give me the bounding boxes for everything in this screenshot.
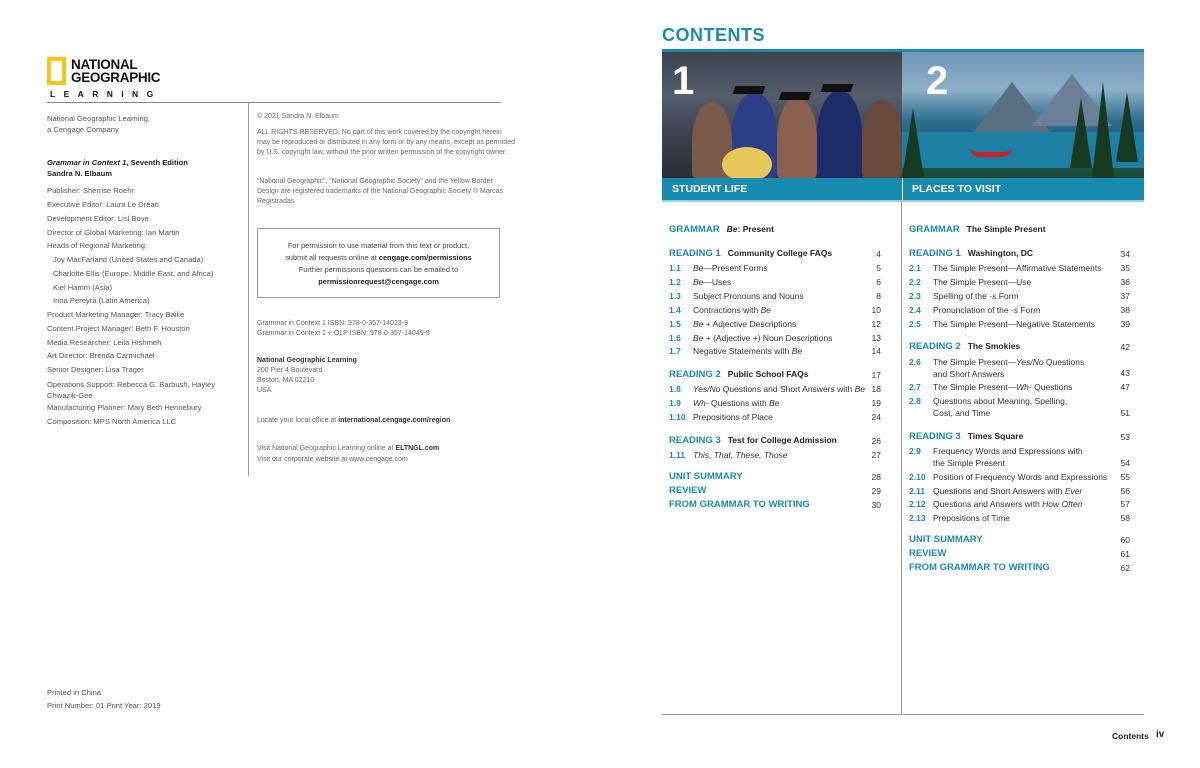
footer-page-number: iv <box>1156 729 1165 740</box>
unit2-review[interactable]: REVIEW <box>909 548 947 559</box>
unit1-photo <box>662 52 902 178</box>
unit2-number: 2 <box>926 59 949 103</box>
credit-line: Manufacturing Planner: Mary Beth Hennebury <box>47 403 202 412</box>
page-number: 51 <box>1120 408 1130 418</box>
unit2-photo <box>902 52 1144 178</box>
permissions-link[interactable]: cengage.com/permissions <box>378 253 472 262</box>
footer-label: Contents <box>1112 731 1149 741</box>
logo-line2: GEOGRAPHIC <box>71 70 161 85</box>
unit2-reading2[interactable]: READING 2 The Smokies <box>909 341 1021 352</box>
bottom-rule <box>662 714 1144 715</box>
page-number: 43 <box>1120 368 1130 378</box>
page-number: 58 <box>1120 513 1130 523</box>
page-number: 54 <box>1120 458 1130 468</box>
printed-in: Printed in China <box>47 688 102 697</box>
page-number: 53 <box>1120 432 1130 442</box>
page-number: 34 <box>1120 249 1130 259</box>
perm-line2: submit all requests online at <box>285 253 377 262</box>
unit1-reading2[interactable]: READING 2 Public School FAQs <box>669 369 809 380</box>
national-geographic-logo <box>47 57 162 101</box>
credit-line: Director of Global Marketing: Ian Martin <box>47 228 180 237</box>
eltngl-link[interactable]: ELTNGL.com <box>395 445 440 452</box>
credit-line: Kiel Hamm (Asia) <box>53 283 113 292</box>
visit-text: Visit National Geographic Learning online at <box>257 445 394 452</box>
isbn-2: Grammar in Context 1 + OLP ISBN: 978-0-357-14049-9 <box>257 330 430 337</box>
page-number: 30 <box>871 500 881 510</box>
page-number: 24 <box>871 412 881 422</box>
contents-column-divider <box>901 202 902 714</box>
credit-line: Media Researcher: Leila Hishmeh <box>47 338 162 347</box>
hammock-icon <box>970 148 1012 157</box>
permissions-email[interactable]: permissionrequest@cengage.com <box>318 277 439 286</box>
column-divider <box>248 102 249 476</box>
page-number: 55 <box>1120 472 1130 482</box>
perm-line3: Further permissions questions can be emailed to <box>298 265 459 274</box>
locate-link[interactable]: international.cengage.com/region <box>338 417 451 424</box>
page-number: 17 <box>871 370 881 380</box>
print-number: Print Number: 01 Print Year: 2019 <box>47 701 161 710</box>
publisher-block <box>47 113 242 135</box>
locate-text: Locate your local office at <box>257 417 337 424</box>
rights-text: ALL RIGHTS RESERVED. No part of this work covered by the copyright herein may be reproduced or distributed in any form or by any means, except as permitted by U.S. copyright law, without the prior written permission of the copyright owner. <box>257 129 515 156</box>
unit1-grammar-topic: Be <box>726 224 738 234</box>
address-line1: 200 Pier 4 Boulevard <box>257 367 323 374</box>
credit-line: Irina Pereyra (Latin America) <box>53 296 150 305</box>
credit-line: Art Director: Brenda Carmichael <box>47 351 155 360</box>
page-number: 10 <box>871 305 881 315</box>
page-number: 57 <box>1120 499 1130 509</box>
credit-line: Publisher: Sherrise Roehr <box>47 186 134 195</box>
book-title: Grammar in Context 1 <box>47 158 127 167</box>
unit2-grammar: GRAMMAR The Simple Present <box>909 224 1046 235</box>
page-number: 26 <box>871 436 881 446</box>
page-number: 12 <box>871 319 881 329</box>
logo-sub: LEARNING <box>50 89 162 99</box>
yellow-border-icon <box>47 57 66 85</box>
unit1-writing[interactable]: FROM GRAMMAR TO WRITING <box>669 499 810 510</box>
address-line3: USA <box>257 387 272 394</box>
trademark-text: “National Geographic”, “National Geographic Society” and the Yellow Border Design are registered trademarks of the National Geographic Society ® Marcas Registradas <box>257 178 503 205</box>
book-edition: , Seventh Edition <box>126 158 188 167</box>
address-block <box>257 356 515 396</box>
credit-line: Charlotte Ellis (Europe, Middle East, and Africa) <box>53 269 214 278</box>
credit-line: Content Project Manager: Beth F. Houston <box>47 324 190 333</box>
top-rule <box>47 102 501 103</box>
permissions-box <box>257 228 500 298</box>
perm-line1: For permission to use material from this text or product, <box>287 241 470 250</box>
page-number: 60 <box>1120 535 1130 545</box>
title-block <box>47 157 242 179</box>
page-number: 28 <box>871 472 881 482</box>
page-number: 8 <box>876 291 881 301</box>
locate-line <box>257 416 515 426</box>
page-number: 18 <box>871 384 881 394</box>
unit2-writing[interactable]: FROM GRAMMAR TO WRITING <box>909 562 1050 573</box>
page-number: 38 <box>1120 305 1130 315</box>
unit1-reading3[interactable]: READING 3 Test for College Admission <box>669 435 837 446</box>
ngl-name: National Geographic Learning <box>257 357 357 364</box>
unit2-reading3[interactable]: READING 3 Times Square <box>909 431 1024 442</box>
unit1-number: 1 <box>672 59 695 103</box>
visit-line1 <box>257 444 515 454</box>
page-number: 27 <box>871 450 881 460</box>
page-number: 4 <box>876 249 881 259</box>
unit1-review[interactable]: REVIEW <box>669 485 707 496</box>
page-number: 61 <box>1120 549 1130 559</box>
page-number: 35 <box>1120 263 1130 273</box>
unit1-summary[interactable]: UNIT SUMMARY <box>669 471 743 482</box>
page-number: 14 <box>871 346 881 356</box>
page-number: 42 <box>1120 342 1130 352</box>
page-number: 19 <box>871 398 881 408</box>
unit2-title: PLACES TO VISIT <box>902 178 1144 200</box>
credit-line: Composition: MPS North America LLC <box>47 417 177 426</box>
logo-line1: NATIONAL <box>71 57 138 72</box>
page-number: 62 <box>1120 563 1130 573</box>
author: Sandra N. Elbaum <box>47 169 112 178</box>
page-number: 39 <box>1120 319 1130 329</box>
credit-line: Development Editor: Lisl Bove <box>47 214 149 223</box>
visit-line2: Visit our corporate website at www.cengage.com <box>257 456 408 463</box>
credit-line: Executive Editor: Laura Le Dréan <box>47 200 159 209</box>
credit-line: Joy MacFarland (United States and Canada) <box>53 255 204 264</box>
unit1-reading1[interactable]: READING 1 Community College FAQs <box>669 248 833 259</box>
credit-line: Heads of Regional Marketing: <box>47 241 148 250</box>
unit2-reading1[interactable]: READING 1 Washington, DC <box>909 248 1034 259</box>
page-number: 29 <box>871 486 881 496</box>
page-number: 37 <box>1120 291 1130 301</box>
publisher-line2: a Cengage Company <box>47 125 119 134</box>
page-number: 6 <box>876 277 881 287</box>
page-number: 56 <box>1120 486 1130 496</box>
page-number: 47 <box>1120 382 1130 392</box>
unit1-grammar: GRAMMAR Be: Present <box>669 224 774 235</box>
publisher-line1: National Geographic Learning, <box>47 114 151 123</box>
contents-title: CONTENTS <box>662 25 765 45</box>
address-line2: Boston, MA 02210 <box>257 377 315 384</box>
credit-line: Product Marketing Manager: Tracy Bailie <box>47 310 185 319</box>
unit1-title: STUDENT LIFE <box>662 178 902 200</box>
unit2-grammar-topic: The Simple Present <box>966 224 1046 234</box>
page-number: 5 <box>876 263 881 273</box>
unit2-summary[interactable]: UNIT SUMMARY <box>909 534 983 545</box>
page-number: 36 <box>1120 277 1130 287</box>
copyright-line: © 2021 Sandra N. Elbaum <box>257 113 339 120</box>
page-number: 13 <box>871 333 881 343</box>
credit-line: Operations Support: Rebecca G. Barbush, Hayley Chwazik-Gee <box>47 380 215 400</box>
isbn-1: Grammar in Context 1 ISBN: 978-0-357-14023-9 <box>257 320 408 327</box>
credit-line: Senior Designer: Lisa Trager <box>47 365 144 374</box>
